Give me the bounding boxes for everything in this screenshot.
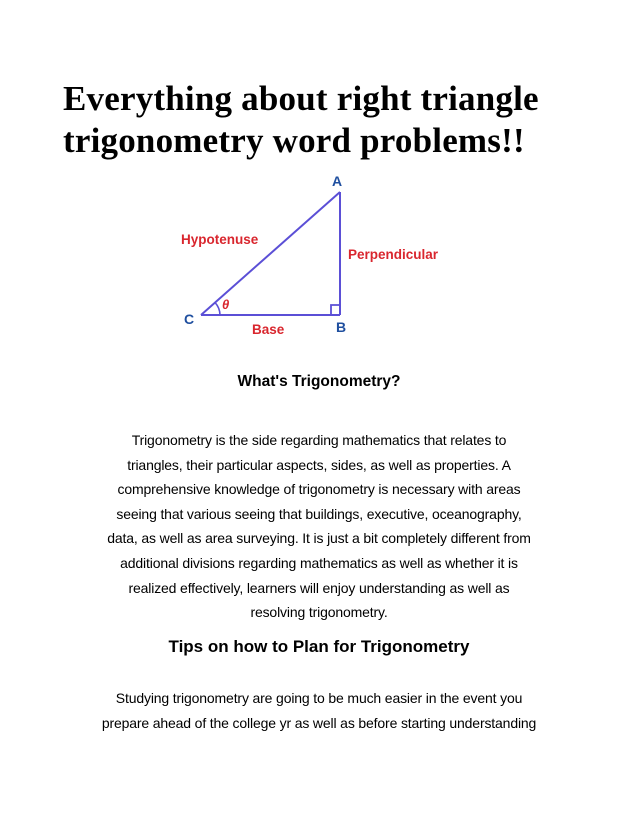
paragraph-line: additional divisions regarding mathematics as well as whether it is bbox=[120, 554, 518, 571]
right-angle-marker bbox=[331, 305, 340, 315]
paragraph-line: seeing that various seeing that buildings, executive, oceanography, bbox=[116, 505, 522, 522]
paragraph-what-is-trigonometry bbox=[62, 428, 576, 625]
page-title-line-1: Everything about right triangle bbox=[63, 79, 539, 118]
perpendicular-label: Perpendicular bbox=[348, 247, 439, 262]
angle-theta-label: θ bbox=[222, 297, 230, 312]
paragraph-line: prepare ahead of the college yr as well as before starting understanding bbox=[101, 714, 537, 731]
base-label: Base bbox=[252, 322, 285, 337]
paragraph-line: realized effectively, learners will enjoy understanding as well as bbox=[128, 579, 510, 596]
vertex-a-label: A bbox=[332, 173, 343, 189]
right-triangle-diagram bbox=[170, 168, 470, 348]
vertex-c-label: C bbox=[184, 311, 195, 327]
paragraph-tips bbox=[62, 686, 576, 735]
hypotenuse-label: Hypotenuse bbox=[181, 232, 259, 247]
section-heading-tips: Tips on how to Plan for Trigonometry bbox=[168, 637, 470, 656]
paragraph-line: comprehensive knowledge of trigonometry is necessary with areas bbox=[117, 481, 521, 498]
paragraph-line: Trigonometry is the side regarding mathematics that relates to bbox=[131, 432, 507, 448]
paragraph-line: triangles, their particular aspects, sides, as well as properties. A bbox=[127, 456, 511, 473]
paragraph-line: Studying trigonometry are going to be much easier in the event you bbox=[115, 690, 523, 706]
angle-arc bbox=[215, 303, 220, 316]
vertex-b-label: B bbox=[336, 319, 347, 335]
page-title-line-2: trigonometry word problems!! bbox=[63, 121, 525, 160]
page-title bbox=[63, 78, 603, 162]
paragraph-line: resolving trigonometry. bbox=[250, 604, 388, 621]
section-heading-trigonometry: What's Trigonometry? bbox=[237, 373, 401, 390]
paragraph-line: data, as well as area surveying. It is just a bit completely different from bbox=[107, 530, 531, 547]
